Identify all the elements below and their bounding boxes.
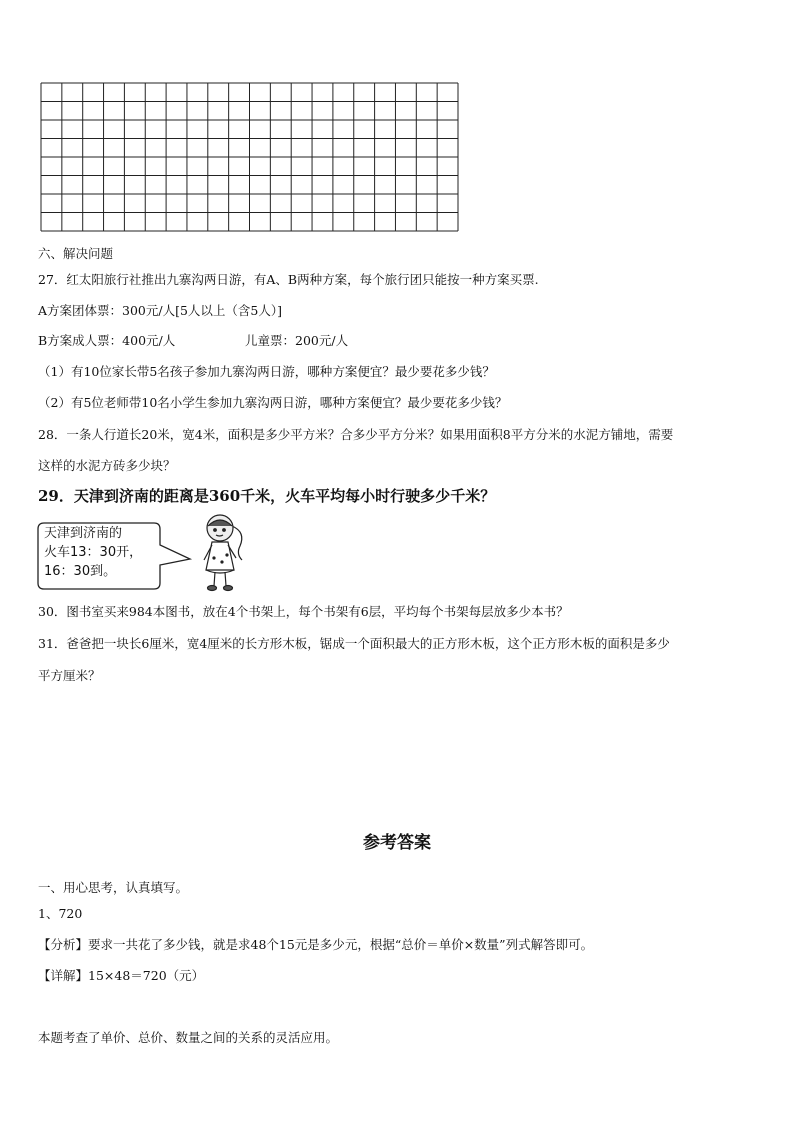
answer-item-1: 1、720 [38,906,83,921]
question-28-line-1: 28．一条人行道长20米，宽4米，面积是多少平方米？合多少平方分米？如果用面积8平方分米的水泥方铺地，需要 [38,427,674,442]
question-28-line-2: 这样的水泥方砖多少块？ [38,458,176,473]
answers-title: 参考答案 [363,833,431,853]
answer-grid [40,82,460,232]
question-27-plan-b-child: 儿童票：200元/人 [245,333,349,348]
bubble-line-1: 天津到济南的 [44,526,123,541]
question-30: 30．图书室买来984本图书，放在4个书架上，每个书架有6层，平均每个书架每层放多少本书？ [38,604,569,619]
question-27-sub-1: （1）有10位家长带5名孩子参加九寨沟两日游，哪种方案便宜？最少要花多少钱？ [38,364,495,379]
answers-section-heading: 一、用心思考，认真填写。 [38,880,189,895]
answer-detail: 【详解】15×48＝720（元） [38,968,205,983]
answer-summary: 本题考查了单价、总价、数量之间的关系的灵活应用。 [38,1030,339,1045]
question-29-stem: 29．天津到济南的距离是360千米，火车平均每小时行驶多少千米？ [38,487,496,505]
question-27-plan-b-adult: B方案成人票：400元/人 [38,333,176,348]
question-31-line-1: 31．爸爸把一块长6厘米，宽4厘米的长方形木板，锯成一个面积最大的正方形木板，这个正方形木板的面积是多少 [38,636,670,651]
section-heading-solve-problems: 六、解决问题 [38,246,114,261]
question-31-line-2: 平方厘米？ [38,668,101,683]
question-27-stem: 27．红太阳旅行社推出九寨沟两日游，有A、B两种方案，每个旅行团只能按一种方案买票. [38,272,539,287]
bubble-line-2: 火车13：30开， [44,545,143,560]
question-27-sub-2: （2）有5位老师带10名小学生参加九寨沟两日游，哪种方案便宜？最少要花多少钱？ [38,395,508,410]
girl-illustration [192,512,252,594]
bubble-line-3: 16：30到。 [44,564,117,579]
question-27-plan-a: A方案团体票：300元/人[5人以上（含5人）] [38,303,283,318]
answer-analysis: 【分析】要求一共花了多少钱，就是求48个15元是多少元，根据“总价＝单价×数量”列式解答即可。 [38,937,594,952]
